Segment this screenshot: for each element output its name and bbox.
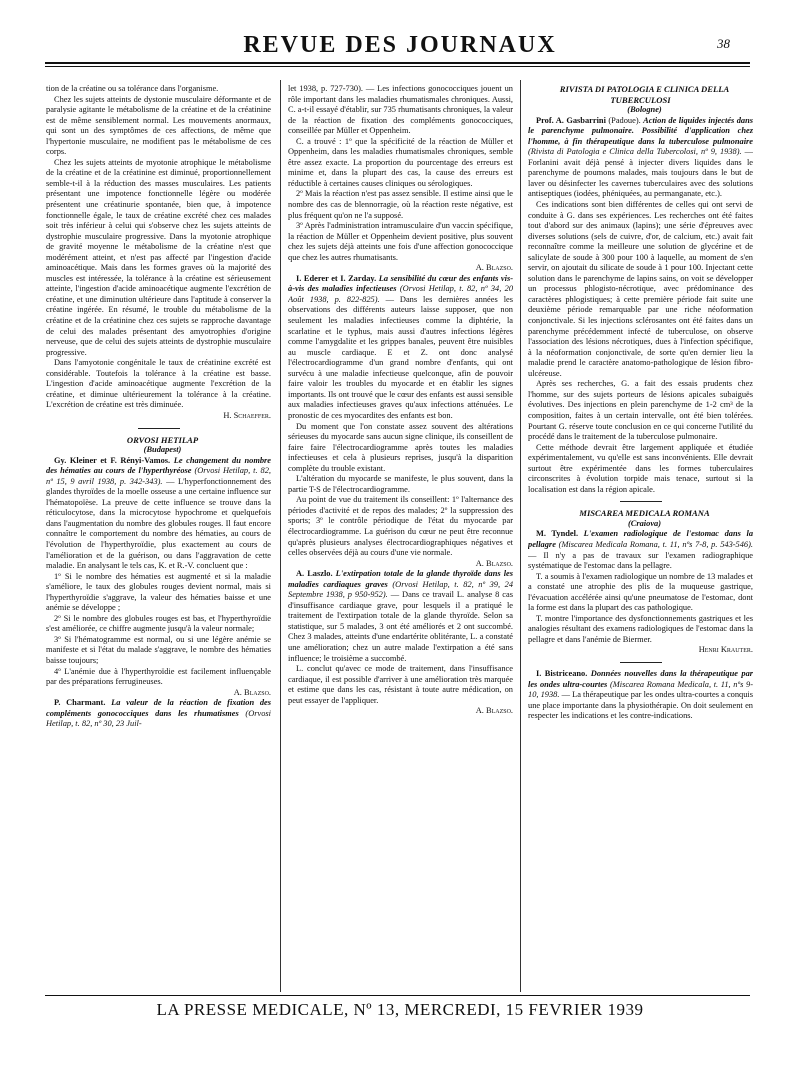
paragraph: Chez les sujets atteints de dystonie musculaire déformante et de paralysie agitante le métabolisme de la créatine et de la créatinine est de même sensiblement normal. Les mouvements anormaux, qui sont un des symptômes de ces affections, de même que l'hypertonie musculaire, ne modifient pas le métabolisme de ces corps. <box>46 94 271 157</box>
article-text: — La thérapeutique par les ondes ultra-courtes a conquis une place importante dans la physiothérapie. On doit seulement en respecter les indications et les contre-indications. <box>528 690 753 721</box>
article-title: La sensibilité du cœur des enfants vis-à-vis des maladies infectieuses <box>288 273 513 294</box>
column-divider-2 <box>520 80 521 992</box>
paragraph: T. a soumis à l'examen radiologique un nombre de 13 malades et a constaté une atrophie des plis de la muqueuse gastrique, l'évacuation accélérée ainsi qu'une pneumatose de l'estomac, dont la forme est dans la plupart des cas pathologique. <box>528 571 753 613</box>
article-text: — Forlanini avait déjà pensé à injecter divers liquides dans le parenchyme de poumons malades, mais toujours dans le but de laver ou désinfecter les cavernes tuberculaires avec des solutions antiseptiques (iodées, phéniquées, au permanganate, etc.). <box>528 147 753 199</box>
page-number: 38 <box>717 36 730 51</box>
article-text: — Dans les dernières années les observations des différents auteurs laisse supposer, que non seulement les maladies infectieuses comme la diphtérie, la scarlatine et le typhus, mais aussi d'autres infections légères comme l'amygdalite et les grippes banales, peuvent être nuisibles au muscle cardiaque. E et Z. ont donc analysé l'électrocardiogramme d'un grand nombre d'enfants, qui ont survécu à une maladie infectieuse quelconque, afin de pouvoir faire valoir les troubles du myocarde et en établir les signes importants. Ils ont trouvé que le cœur des enfants est aussi sensible aux maladies infectieuses graves qu'aux infections atténuées. Le pronostic de ces myocardites des enfants est bon. <box>288 294 513 420</box>
signature: H. Schaeffer. <box>223 410 271 420</box>
article-title: L'extirpation totale de la glande thyroïde dans les maladies cardiaques graves <box>288 569 513 589</box>
paragraph: Ces indications sont bien différentes de celles qui ont servi de conduite à G. dans ses expériences. Les recherches ont été faites tout d'abord sur des animaux (lapins); une série d'épreuves avec diverses solutions (sels de cuivre, d'or, de calcium, etc.) avait fait reconnaître comme la meilleure une solution de glycérine et de salicylate de soude à 300 pour 100 à laquelle, au moment de s'en servir, on ajoutait du silicate de soude à 1 pour 100. Injectant cette solution dans le parenchyme de lapins sains, on voit se développer un processus phlogisto-nécrotique, avec prédominance des caractères phlogistiques; à cette première période fait suite une deuxième période remarquable par une riche néoformation conjonctivale. Si les injections sclérosantes ont été faites dans un parenchyme précédemment infecté de tuberculose, on observe l'association des lésions nécrotiques, dues à l'infection spécifique, à la néoformation conjonctivale, de sorte qu'en dernier lieu la maladie prend le caractère anatomo-pathologique de lésion fibro-ulcéreuse. <box>528 200 753 378</box>
page-title: REVUE DES JOURNAUX <box>243 32 557 58</box>
article-reference: (Orvosi Hetilap, t. 82, nº 15, 9 avril 1938, p. 342-343). <box>46 466 271 486</box>
paragraph: Au point de vue du traitement ils conseillent: 1º l'alternance des périodes d'activité et de repos des malades; 2º la suppression des sports; 3º le contrôle périodique de l'état du myocarde par électrocardiogramme. La guérison du cœur ne peut être reconnue qu'après plusieurs analyses électrocardiographiques négatives et celles observées déjà au cours d'une vie normale. <box>288 495 513 558</box>
signature: A. Blazso. <box>475 706 513 716</box>
article-author: M. Tyndel. <box>536 529 579 539</box>
paragraph: tion de la créatine ou sa tolérance dans l'organisme. <box>46 84 219 93</box>
column-divider-1 <box>280 80 281 992</box>
article-paragraph <box>288 569 513 664</box>
section-subtitle: (Budapest) <box>143 445 182 455</box>
paragraph: Chez les sujets atteints de myotonie atrophique le métabolisme de la créatine et de la créatinine est diminué, proportionnellement semble-t-il à la réduction des masses musculaires. Les patients présentant une impotence fonctionnelle légère ou modérée présentent une créatinurie spontanée, bien que, à impotence fonctionnelle égale, le taux de créatine excrété chez ces malades soit très inférieur à celui qui s'observe chez les sujets atteints de dystrophie musculaire progressive. Dans la myotonie atrophique de gravité moyenne le métabolisme de la créatine n'est que modérément atteint, et n'est pas affecté par l'ingestion d'acide aminoacétique. Mais dans les formes graves où la majorité des muscles est intéressée, la tolérance à la créatine est sérieusement atteinte, l'ingestion d'acide aminoacétique augmente l'excrétion de créatine, et une diminution ultérieure dans l'aptitude à conserver la créatine ingérée. En résumé, le trouble du métabolisme de la créatine et de la créatinine chez ces sujets se rapproche davantage de celui des malades présentant des amyotrophies d'origine nerveuse, que de celui des sujets atteints de dystrophie musculaire progressive. <box>46 157 271 357</box>
paragraph: Cette méthode devrait être largement appliquée et étudiée expérimentalement, vu qu'elle est sans inconvénients. Elle devrait surtout être expérimentée dans les formes tuberculaires circonscrites à évolution torpide mais tenace, surtout si la localisation est dans la région apicale. <box>528 442 753 494</box>
paragraph: T. montre l'importance des dysfonctionnements gastriques et les analogies résultant des examens radiologiques de l'estomac dans la pellagre et dans l'anémie de Biermer. <box>528 613 753 644</box>
article-author-place: (Padoue). <box>608 115 641 125</box>
article-paragraph <box>288 274 513 422</box>
signature: Henri Krauter. <box>698 645 753 655</box>
section-subtitle: (Bologne) <box>627 105 662 115</box>
article-reference: (Miscarea Romana Medicala, t. 11, nºs 9-10, 1938. <box>528 679 753 700</box>
article-title: Le changement du nombre des hématies au cours de l'hyperthyréose <box>46 455 271 476</box>
article-text: — Dans ce travail L. analyse 8 cas d'insuffisance cardiaque grave, pour lesquels il a pratiqué le traitement de l'extirpation totale de la glande thyroïde. Selon sa statistique, sur 5 malades, 3 ont été améliorés et 2 ont succombé. Chez 3 malades, atteints d'une endartérite oblitérante, L. a constaté une amélioration; chez un autre malade l'extirpation a été sans influence; le troisième a succombé. <box>288 590 513 663</box>
section-title: MISCAREA MEDICALA ROMANA <box>579 508 710 519</box>
article-text: — Il n'y a pas de travaux sur l'examen radiographique systématique de l'estomac dans la pellagre. <box>528 550 753 571</box>
paragraph: Dans l'amyotonie congénitale le taux de créatinine excrété est considérable. Toutefois la tolérance à la créatine est basse. L'ingestion d'acide aminoacétique augmente l'excrétion de la créatine, et diminue ultérieurement la tolérance à la créatine. L'excrétion de créatine est très diminuée. <box>46 358 271 410</box>
footer-rule <box>45 995 750 996</box>
paragraph: C. a trouvé : 1º que la spécificité de la réaction de Müller et Oppenheim, dans les maladies rhumatismales chroniques, semble être assez exacte. La proportion du pourcentage des erreurs est minime et, dans la plupart des cas, la cause des erreurs est réductible à certaines causes cliniques ou sérologiques. <box>288 136 513 188</box>
paragraph: Après ses recherches, G. a fait des essais prudents chez l'homme, sur des sujets porteurs de lésions apicales subaiguës évolutives. Des injections en plein parenchyme de 1-2 cm³ de la composition, faites à un certain intervalle, ont été bien tolérées. Pourtant G. réserve toute conclusion en ce qui concerne l'utilité du procédé dans le traitement de la tuberculose pulmonaire. <box>528 379 753 442</box>
list-item: 4º L'anémie due à l'hyperthyroïdie est facilement influençable par des préparations ferrugineuses. <box>46 666 271 687</box>
signature: A. Blazso. <box>475 263 513 273</box>
article-author: P. Charmant. <box>54 698 106 708</box>
section-title: ORVOSI HETILAP <box>126 434 199 445</box>
signature: A. Blazso. <box>233 687 271 697</box>
paragraph: 3º Après l'administration intramusculaire d'un vaccin spécifique, la réaction de Müller et Oppenheim devient positive, plus souvent chez les sujets déjà atteints une fois d'une affection gonococcique que chez les autres rhumatisants. <box>288 221 513 262</box>
article-author: I. Ederer et I. Zarday. <box>296 273 377 283</box>
section-divider <box>620 662 662 663</box>
article-reference: (Orvosi Hetilap, t. 82, nº 34, 20 Août 1938, p. 822-825). <box>288 284 513 304</box>
article-paragraph <box>46 698 271 730</box>
paragraph: Du moment que l'on constate assez souvent des altérations sérieuses du myocarde sans aucun signe clinique, ils conseillent de faire faire l'électrocardiogramme après toutes les maladies infectieuses et cela à plusieurs reprises, jusqu'à la disparition complète du trouble existant. <box>288 421 513 473</box>
paragraph: L. conclut qu'avec ce mode de traitement, dans l'insuffisance cardiaque, il est possible d'arriver à une amélioration très marquée et estime que dans les cas, résistant à toute autre médication, on peut essayer de l'appliquer. <box>288 664 513 705</box>
list-item: 3º Si l'hématogramme est normal, ou si une légère anémie se manifeste et si l'état du malade s'aggrave, le nombre des hématies baisse toujours; <box>46 634 271 665</box>
article-reference: (Orvosi Hetilap, t. 82, nº 30, 23 Juil- <box>46 708 271 729</box>
section-divider <box>620 501 662 502</box>
article-paragraph <box>46 456 271 572</box>
column-1 <box>46 84 271 984</box>
header-rule-thin <box>45 66 750 67</box>
article-title: Action de liquides injectés dans le parenchyme pulmonaire. Possibilité d'application chez l'homme, à fin thérapeutique dans la tuberculose pulmonaire <box>528 115 753 146</box>
article-paragraph <box>528 116 753 200</box>
paragraph: L'altération du myocarde se manifeste, le plus souvent, dans la partie T-S de l'électrocardiogramme. <box>288 474 513 494</box>
section-subtitle: (Craiova) <box>627 518 662 528</box>
column-3 <box>528 84 753 984</box>
section-divider <box>138 428 180 429</box>
footer-imprint: LA PRESSE MEDICALE, Nº 13, MERCREDI, 15 FEVRIER 1939 <box>156 1000 644 1019</box>
list-item: 2º Si le nombre des globules rouges est bas, et l'hyperthyroïdie s'est améliorée, ce chiffre augmente jusqu'à la valeur normale; <box>46 613 271 634</box>
column-2 <box>288 84 513 984</box>
article-reference: (Rivista di Patologia e Clinica della Tubercolosi, nº 9, 1938). <box>528 147 742 157</box>
article-paragraph <box>528 529 753 571</box>
article-paragraph <box>528 669 753 722</box>
section-title: RIVISTA DI PATOLOGIA E CLINICA DELLA TUBERCULOSI <box>559 84 730 105</box>
article-reference: (Miscarea Medicala Romana, t. 11, nºs 7-8, p. 543-546). <box>558 539 753 549</box>
article-author: Gy. Kleiner et F. Rényi-Vamos. <box>54 455 171 465</box>
article-author: I. Bistriceano. <box>536 668 588 678</box>
article-text: — L'hyperfonctionnement des glandes thyroïdes de la moelle osseuse a une certaine influence sur l'hématopoïèse. La preuve de cette influence se trouve dans la réticulocytose, dans la microcytose hypochrome et quelquefois dans l'augmentation du nombre des globules rouges. Il faut encore connaître le comportement du nombre des hématies, au cours de l'évolution de l'hyperthyroïdie, plus exactement au cours de l'amélioration et de la guérison, ou dans l'aggravation de cette maladie. En analysant le tels cas, K. et R.-V. concluent que : <box>46 476 271 571</box>
article-title: L'examen radiologique de l'estomac dans la pellagre <box>528 529 753 549</box>
article-author: Prof. A. Gasbarrini <box>536 115 606 125</box>
header-rule <box>45 62 750 64</box>
signature: A. Blazso. <box>475 558 513 568</box>
article-title: Données nouvelles dans la thérapeutique par les ondes ultra-courtes <box>528 668 753 689</box>
list-item: 1º Si le nombre des hématies est augmenté et si la maladie s'améliore, le taux des globules rouges devient normal, mais si l'hyperthyroïdie s'aggrave, la valeur des hématies baisse et une anémie se développe ; <box>46 571 271 613</box>
article-author: A. Laszlo. <box>296 569 333 579</box>
article-reference: (Orvosi Hetilap, t. 82, nº 39, 24 Septembre 1938, p 950-952). <box>288 579 513 600</box>
paragraph: 2º Mais la réaction n'est pas assez sensible. Il estime ainsi que le nombre des cas de blennorragie, où la réaction reste négative, est plus fréquent qu'on ne l'a supposé. <box>288 189 513 220</box>
paragraph: let 1938, p. 727-730). — Les infections gonococciques jouent un rôle important dans les maladies rhumatismales chroniques. Aussi, C. a-t-il essayé d'établir, sur 735 rhumatisants chroniques, la valeur de la réaction de fixation des compléments gonococciques, conseillée par Müller et Oppenheim. <box>288 84 513 136</box>
article-title: La valeur de la réaction de fixation des compléments gonococciques dans les rhumatismes <box>46 698 271 718</box>
